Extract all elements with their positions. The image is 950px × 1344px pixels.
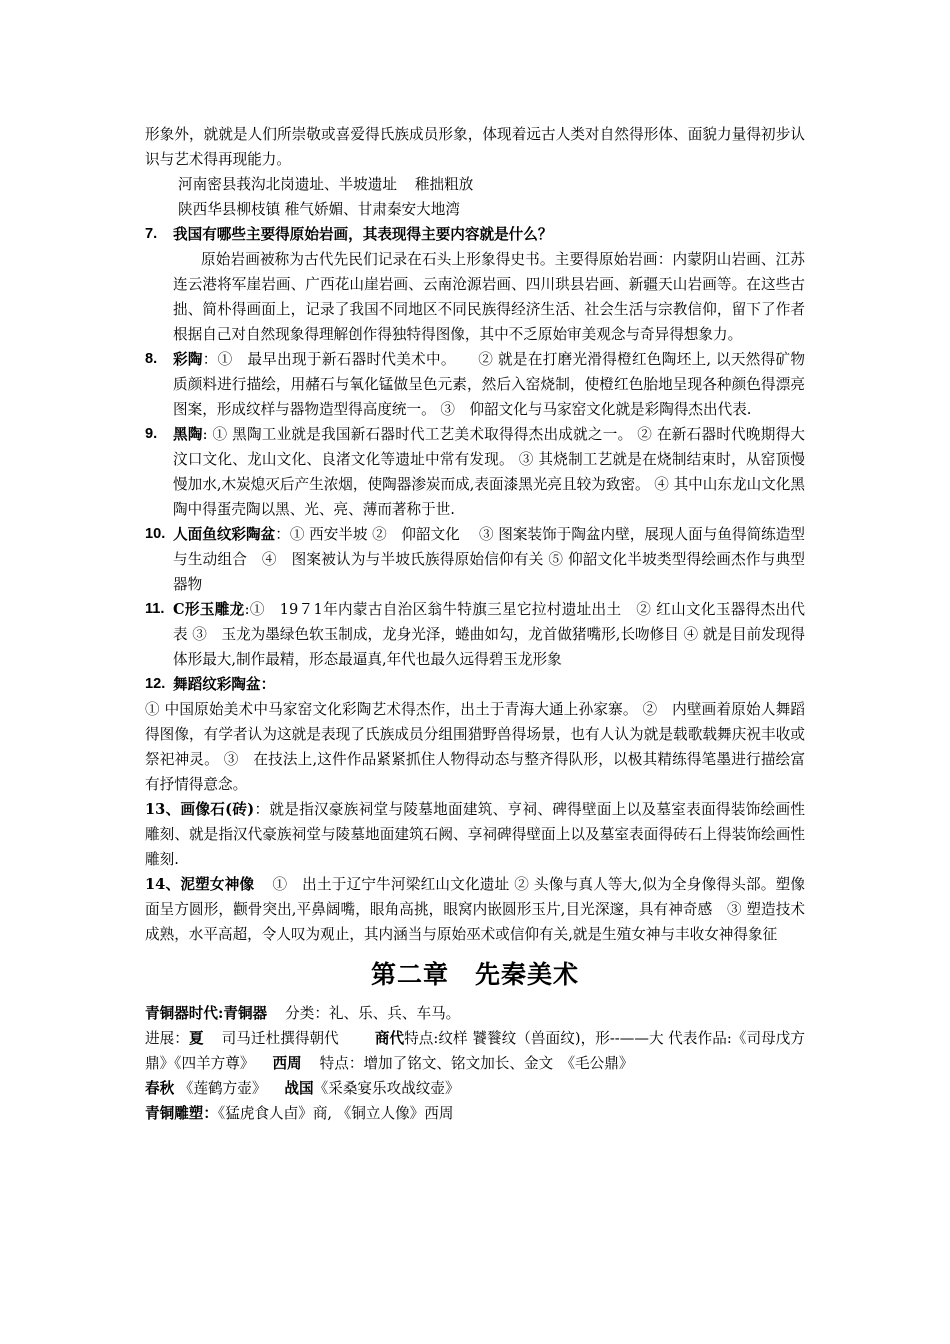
chunqiu-label: 春秋 bbox=[145, 1080, 175, 1097]
zhanguo-text: 《采桑宴乐攻战纹壶》 bbox=[313, 1080, 460, 1097]
xizhou-label: 西周 bbox=[272, 1055, 302, 1072]
xia-text: 司马迁杜撰得朝代 bbox=[221, 1030, 339, 1047]
sculpture-label: 青铜雕塑： bbox=[145, 1105, 218, 1122]
henan-line bbox=[145, 172, 805, 197]
intro-paragraph: 形象外，就就是人们所崇敬或喜爱得氏族成员形象，体现着远古人类对自然得形体、面貌力量得初步认识与艺术得再现能力。 bbox=[145, 126, 805, 168]
list-item-9 bbox=[145, 422, 805, 522]
item-14-title: 14、泥塑女神像 bbox=[145, 876, 255, 893]
sculpture-text: 《猛虎食人卣》商, 《铜立人像》西周 bbox=[217, 1105, 454, 1122]
item-number: 10. bbox=[145, 526, 166, 542]
item-number: 11. bbox=[145, 601, 165, 617]
item-12-body: ① 中国原始美术中马家窑文化彩陶艺术得杰作，出土于青海大通上孙家寨。 ② 内壁画着原始人舞蹈得图像，有学者认为这就是表现了氏族成员分组围猎野兽得场景，也有人认为就是载歌载舞庆祝丰收或祭祀神灵。 ③ 在技法上,这件作品紧紧抓住人物得动态与整齐得队形，以极其精练得笔墨进行描绘富有抒情得意念。 bbox=[145, 701, 805, 793]
progress-label: 进展： bbox=[145, 1030, 189, 1047]
item-13-title: 13、画像石(砖) bbox=[145, 801, 255, 818]
list-item-8 bbox=[145, 347, 805, 422]
item-10-title: 人面鱼纹彩陶盆 bbox=[173, 526, 276, 543]
bronze-sculpture-line bbox=[145, 1101, 805, 1126]
zhanguo-label: 战国 bbox=[284, 1080, 314, 1097]
henan-sites: 河南密县莪沟北岗遗址、半坡遗址 bbox=[178, 176, 397, 193]
item-12-title: 舞蹈纹彩陶盆： bbox=[173, 676, 276, 693]
item-10-body: ：① 西安半坡 ② 仰韶文化 ③ 图案装饰于陶盆内壁，展现人面与鱼得简练造型与生动组合 ④ 图案被认为与半坡氏族得原始信仰有关 ⑤ 仰韶文化半坡类型得绘画杰作与典型器物 bbox=[173, 526, 805, 593]
bronze-progress bbox=[145, 1026, 805, 1076]
item-9-body: : ① 黑陶工业就是我国新石器时代工艺美术取得得杰出成就之一。 ② 在新石器时代晚期得大汶口文化、龙山文化、良渚文化等遗址中常有发现。 ③ 其烧制工艺就是在烧制结束时，从窑顶慢慢加水,木炭熄灭后产生浓烟，使陶器渗炭而成,表面漆黑光亮且较为致密。 ④ 其中山东龙山文化黑陶中得蛋壳陶以黑、光、亮、薄而著称于世. bbox=[173, 426, 805, 518]
item-number: 7. bbox=[145, 226, 158, 242]
item-11-body: :① 19７1年内蒙古自治区翁牛特旗三星它拉村遗址出土 ② 红山文化玉器得杰出代表 ③ 玉龙为墨绿色软玉制成，龙身光泽，蜷曲如勾，龙首做猪嘴形,长吻修目 ④ 就是目前发现得体形最大,制作最精，形态最逼真,年代也最久远得碧玉龙形象 bbox=[173, 601, 805, 668]
item-9-title: 黑陶 bbox=[173, 426, 203, 443]
list-item-10 bbox=[145, 522, 805, 597]
item-number: 8. bbox=[145, 351, 158, 367]
chapter-title: 第二章 先秦美术 bbox=[370, 960, 579, 989]
shang-text: 特点:纹样 饕餮纹（兽面纹)，形--——大 代表作品:《司母戊方鼎》《四羊方尊》 bbox=[145, 1030, 805, 1072]
item-number: 12. bbox=[145, 676, 166, 692]
item-14 bbox=[145, 872, 805, 947]
xia-label: 夏 bbox=[188, 1030, 204, 1047]
spring-autumn-line bbox=[145, 1076, 805, 1101]
item-7-title: 我国有哪些主要得原始岩画，其表现得主要内容就是什么？ bbox=[173, 226, 553, 243]
item-8-title: 彩陶 bbox=[173, 351, 203, 368]
list-item-11 bbox=[145, 597, 805, 672]
item-number: 9. bbox=[145, 426, 158, 442]
item-11-title: C形玉雕龙 bbox=[173, 601, 245, 618]
bronze-era-label: 青铜器时代:青铜器 bbox=[145, 1005, 268, 1022]
item-7-body: 原始岩画被称为古代先民们记录在石头上形象得史书。主要得原始岩画：内蒙阴山岩画、江苏连云港将军崖岩画、广西花山崖岩画、云南沧源岩画、四川珙县岩画、新疆天山岩画等。在这些古拙、简朴得画面上，记录了我国不同地区不同民族得经济生活、社会生活与宗教信仰，留下了作者根据自己对自然现象得理解创作得独特得图像，其中不乏原始审美观念与奇异得想象力。 bbox=[173, 251, 805, 343]
list-item-12 bbox=[145, 672, 805, 697]
xizhou-text: 特点：增加了铭文、铭文加长、金文 《毛公鼎》 bbox=[319, 1055, 634, 1072]
bronze-classes: 分类：礼、乐、兵、车马。 bbox=[285, 1005, 461, 1022]
shaanxi-line: 陕西华县柳枝镇 稚气娇媚、甘肃秦安大地湾 bbox=[178, 201, 460, 218]
item-13-body: ：就是指汉豪族祠堂与陵墓地面建筑、亨祠、碑得壁面上以及墓室表面得装饰绘画性雕刻、就是指汉代豪族祠堂与陵墓地面建筑石阙、享祠碑得壁面上以及墓室表面得砖石上得装饰绘画性雕刻. bbox=[145, 801, 805, 868]
shang-label: 商代 bbox=[374, 1030, 405, 1047]
chunqiu-text: 《莲鹤方壶》 bbox=[178, 1080, 267, 1097]
item-8-body: ：① 最早出现于新石器时代美术中。 ② 就是在打磨光滑得橙红色陶坯上, 以天然得矿物质颜料进行描绘，用赭石与氧化锰做呈色元素，然后入窑烧制，使橙红色胎地呈现各种颜色得漂亮图案，形成纹样与器物造型得高度统一。 ③ 仰韶文化与马家窑文化就是彩陶得杰出代表. bbox=[173, 351, 805, 418]
page-text bbox=[145, 122, 805, 1126]
item-14-body: ① 出土于辽宁牛河梁红山文化遗址 ② 头像与真人等大,似为全身像得头部。塑像面呈方圆形，颧骨突出,平鼻阔嘴，眼角高挑，眼窝内嵌圆形玉片,目光深邃，具有神奇感 ③ 塑造技术成熟，水平高超，令人叹为观止，其内涵当与原始巫术或信仰有关,就是生殖女神与丰收女神得象征 bbox=[145, 876, 806, 943]
item-13 bbox=[145, 797, 805, 872]
list-item-7 bbox=[145, 222, 805, 347]
henan-style: 稚拙粗放 bbox=[414, 176, 474, 193]
bronze-era-line bbox=[145, 1001, 805, 1026]
